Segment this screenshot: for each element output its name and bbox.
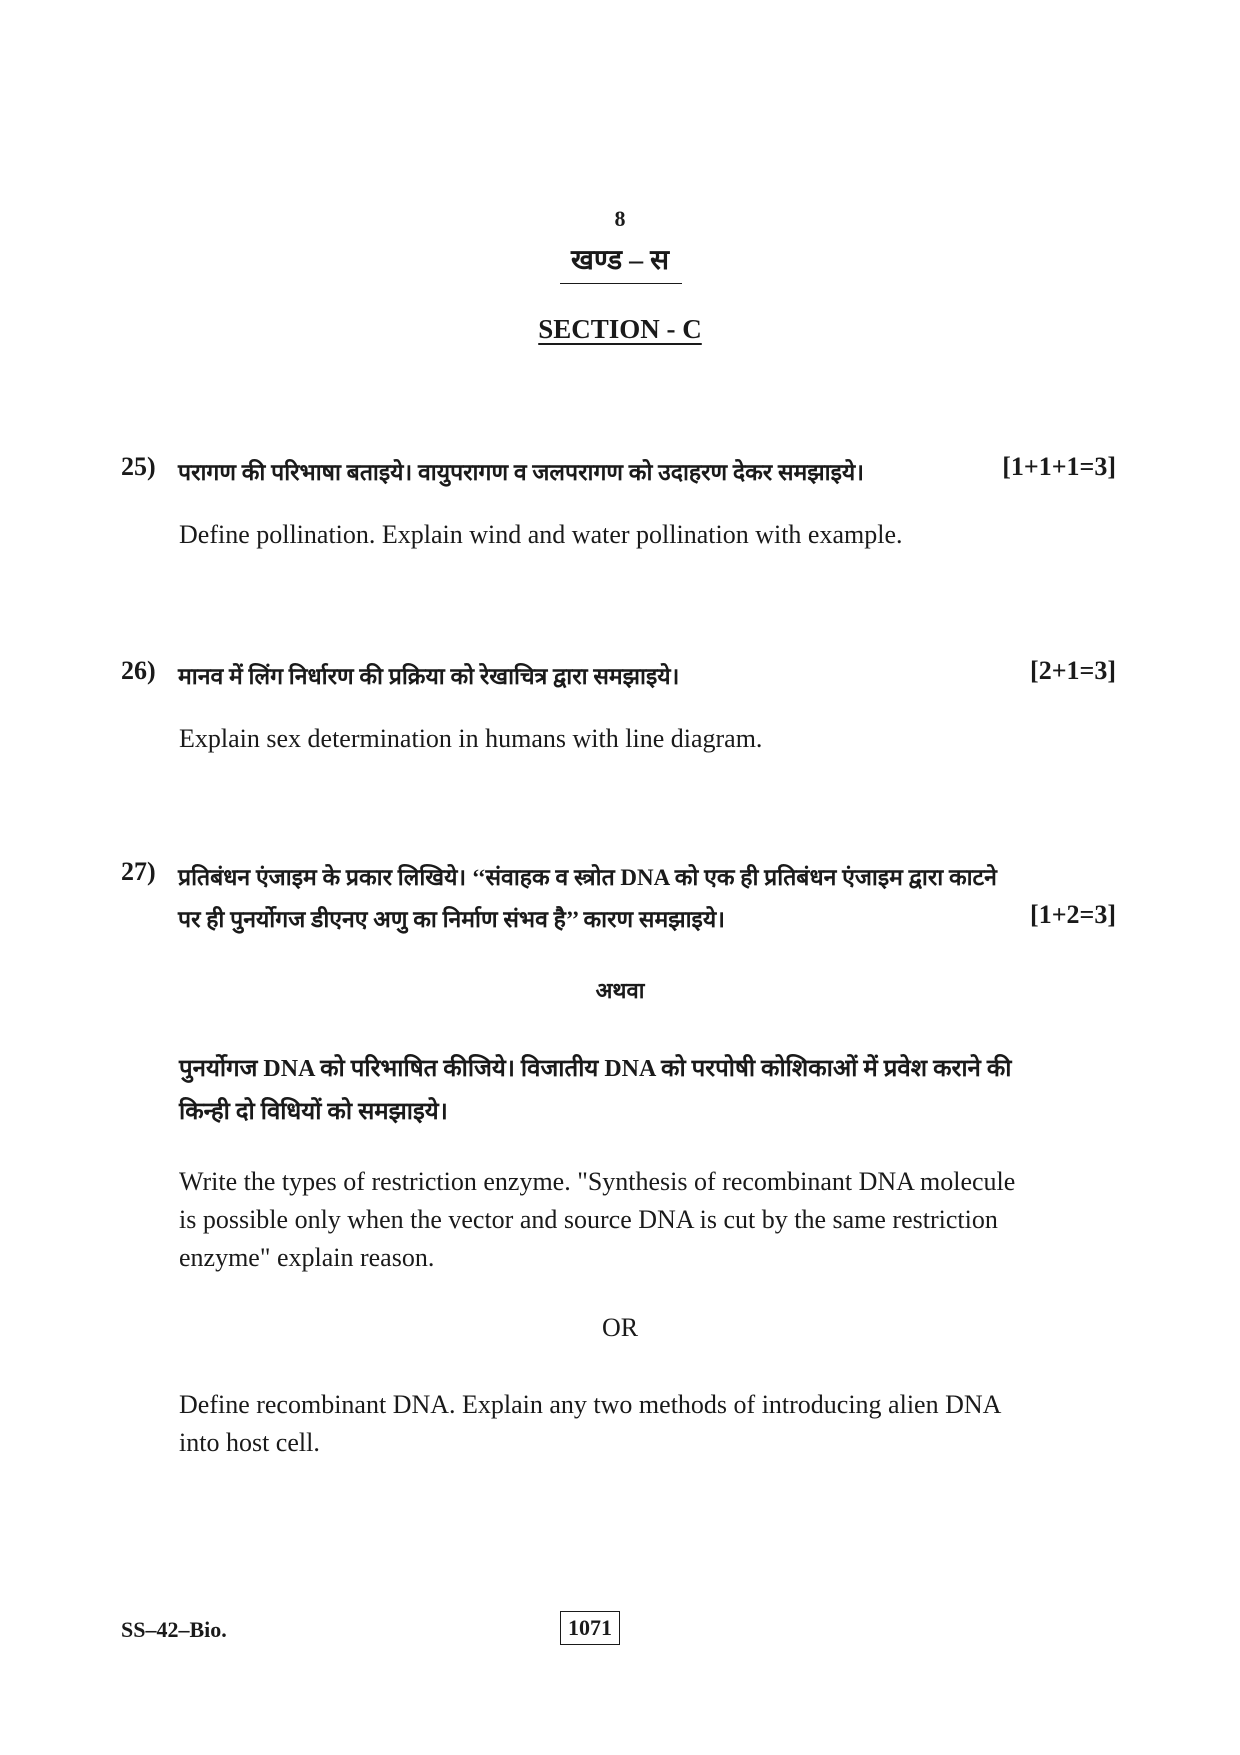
section-title-english: SECTION - C (538, 314, 702, 344)
question-english-line: Write the types of restriction enzyme. "Synthesis of recombinant DNA molecule (179, 1167, 1016, 1196)
alt-question-english-line: Define recombinant DNA. Explain any two methods of introducing alien DNA (179, 1390, 1002, 1419)
question-number: 27) (121, 857, 156, 886)
question-hindi-line: प्रतिबंधन एंजाइम के प्रकार लिखिये। ‘‘संवाहक व स्त्रोत DNA को एक ही प्रतिबंधन एंजाइम द्वारा काटने (178, 865, 997, 890)
question-english-line: is possible only when the vector and source DNA is cut by the same restriction (179, 1205, 998, 1234)
question-marks: [1+2=3] (1030, 900, 1116, 929)
question-english-line: enzyme" explain reason. (179, 1243, 435, 1272)
paper-number-box: 1071 (560, 1611, 620, 1645)
question-hindi-text: मानव में लिंग निर्धारण की प्रक्रिया को रेखाचित्र द्वारा समझाइये। (178, 664, 680, 689)
or-separator-english: OR (601, 1313, 639, 1342)
page-number: 8 (614, 206, 626, 231)
section-title-underline (560, 283, 682, 284)
question-english-text: Explain sex determination in humans with line diagram. (179, 724, 763, 753)
paper-code: SS–42–Bio. (121, 1617, 227, 1642)
alt-question-hindi-line: किन्ही दो विधियों को समझाइये। (179, 1099, 448, 1125)
question-marks: [1+1+1=3] (1002, 452, 1116, 481)
alt-question-english-line: into host cell. (179, 1428, 320, 1457)
question-marks: [2+1=3] (1030, 656, 1116, 685)
or-separator-hindi: अथवा (595, 978, 645, 1003)
question-hindi-line: पर ही पुनर्योगज डीएनए अणु का निर्माण संभव है’’ कारण समझाइये। (178, 907, 725, 932)
question-number: 26) (121, 656, 156, 685)
question-english-text: Define pollination. Explain wind and water pollination with example. (179, 520, 903, 549)
question-number: 25) (121, 452, 156, 481)
section-title-hindi: खण्ड – स (570, 245, 670, 276)
alt-question-hindi-line: पुनर्योगज DNA को परिभाषित कीजिये। विजातीय DNA को परपोषी कोशिकाओं में प्रवेश कराने की (179, 1056, 1012, 1082)
question-hindi-text: परागण की परिभाषा बताइये। वायुपरागण व जलपरागण को उदाहरण देकर समझाइये। (178, 460, 864, 485)
